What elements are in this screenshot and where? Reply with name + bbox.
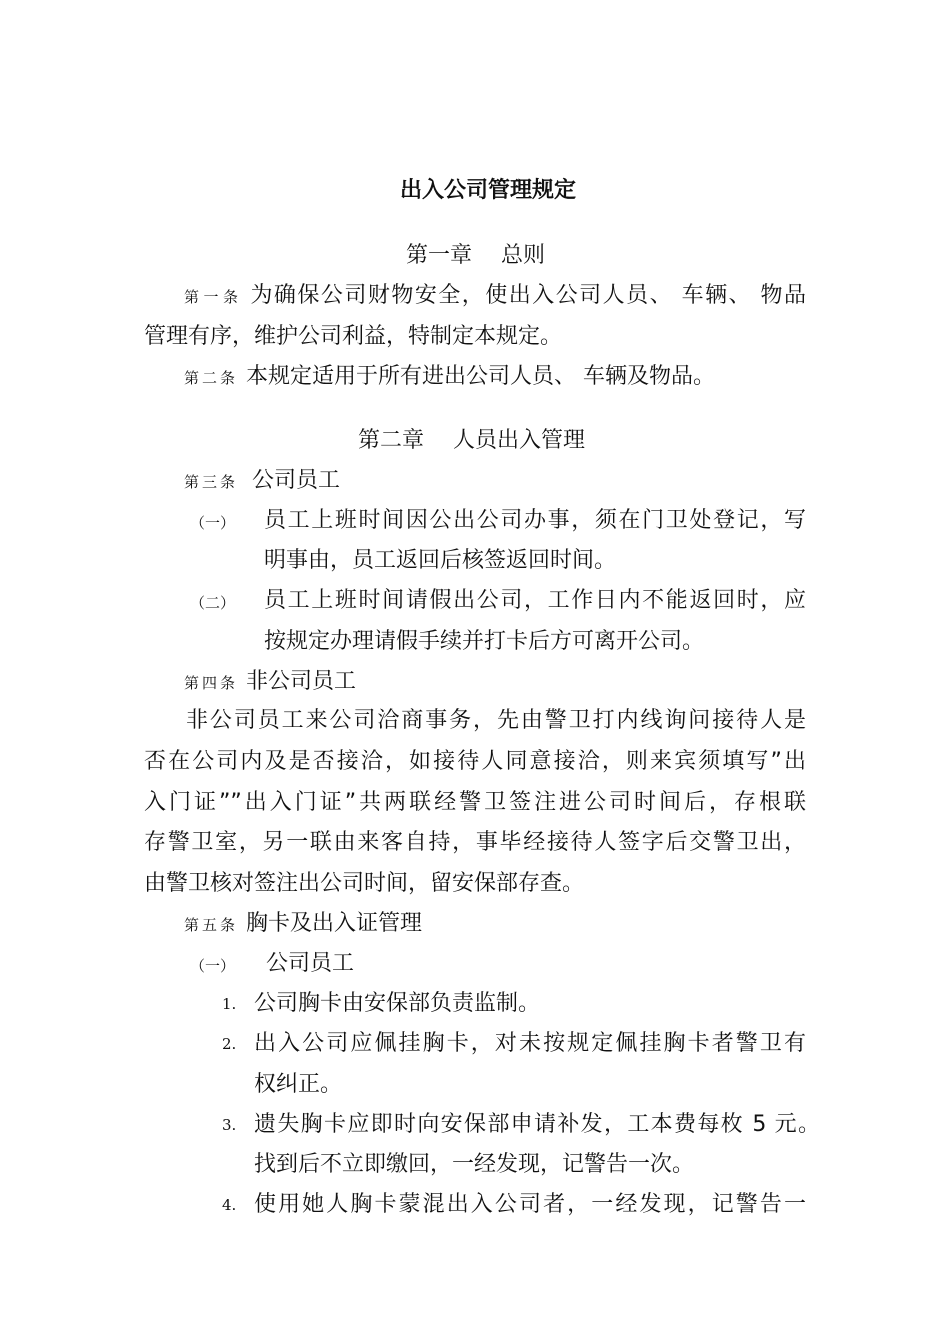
article-5-label: 第五条 [184,916,239,934]
chapter-2-heading: 第二章 人员出入管理 [358,428,585,453]
article-2-line [184,362,715,393]
list-item-number: 4. [222,1196,237,1214]
list-item-line: 出入公司应佩挂胸卡，对未按规定佩挂胸卡者警卫有 [254,1031,806,1056]
list-item-line: 公司胸卡由安保部负责监制。 [254,991,541,1016]
article-3-label: 第三条 [184,473,239,491]
article-3-item-2-line-2: 按规定办理请假手续并打卡后方可离开公司。 [264,629,705,654]
article-5-title: 胸卡及出入证管理 [246,911,423,936]
article-3-item-2-number: （二） [190,594,236,612]
list-item-line: 找到后不立即缴回，一经发现，记警告一次。 [254,1152,695,1177]
article-5-sub-1-number: （一） [190,957,236,975]
article-5-line [184,909,422,940]
article-4-paragraph-line: 由警卫核对签注出公司时间，留安保部存查。 [144,871,585,896]
list-item-number: 1. [222,995,237,1013]
article-4-title: 非公司员工 [246,669,357,694]
article-3-item-1-line-2: 明事由，员工返回后核签返回时间。 [264,548,617,573]
document-title: 出入公司管理规定 [400,178,577,203]
article-3-item-2-line-1: 员工上班时间请假出公司，工作日内不能返回时，应 [264,588,806,613]
article-4-paragraph-line: 否在公司内及是否接洽，如接待人同意接洽，则来宾须填写”出 [144,749,806,774]
article-4-label: 第四条 [184,674,239,692]
list-item-number: 2. [222,1035,237,1053]
article-4-paragraph-line: 存警卫室，另一联由来客自持，事毕经接待人签字后交警卫出， [144,830,806,855]
article-1-label: 第一条 [184,288,243,306]
article-3-line [184,466,340,497]
article-3-item-1-line-1: 员工上班时间因公出公司办事，须在门卫处登记，写 [264,508,806,533]
article-3-title: 公司员工 [252,468,341,493]
article-4-paragraph-line: 非公司员工来公司洽商事务，先由警卫打内线询问接待人是 [186,708,806,733]
article-1-text: 为确保公司财物安全，使出入公司人员、 车辆、 物品 [250,283,806,308]
article-1-line-2: 管理有序，维护公司利益，特制定本规定。 [144,324,563,349]
list-item-line: 权纠正。 [254,1072,343,1097]
article-5-sub-1-title: 公司员工 [266,951,355,976]
article-2-text: 本规定适用于所有进出公司人员、 车辆及物品。 [246,364,716,389]
list-item-line: 遗失胸卡应即时向安保部申请补发，工本费每枚 5 元。 [254,1112,820,1137]
article-4-line [184,667,356,698]
article-2-label: 第二条 [184,369,239,387]
list-item-line: 使用她人胸卡蒙混出入公司者，一经发现，记警告一 [254,1192,806,1217]
article-4-paragraph-line: 入门证””出入门证”共两联经警卫签注进公司时间后，存根联 [144,790,806,815]
list-item-number: 3. [222,1116,237,1134]
chapter-1-heading: 第一章 总则 [406,243,545,268]
article-3-item-1-number: （一） [190,514,236,532]
article-1-line-1 [184,281,806,312]
